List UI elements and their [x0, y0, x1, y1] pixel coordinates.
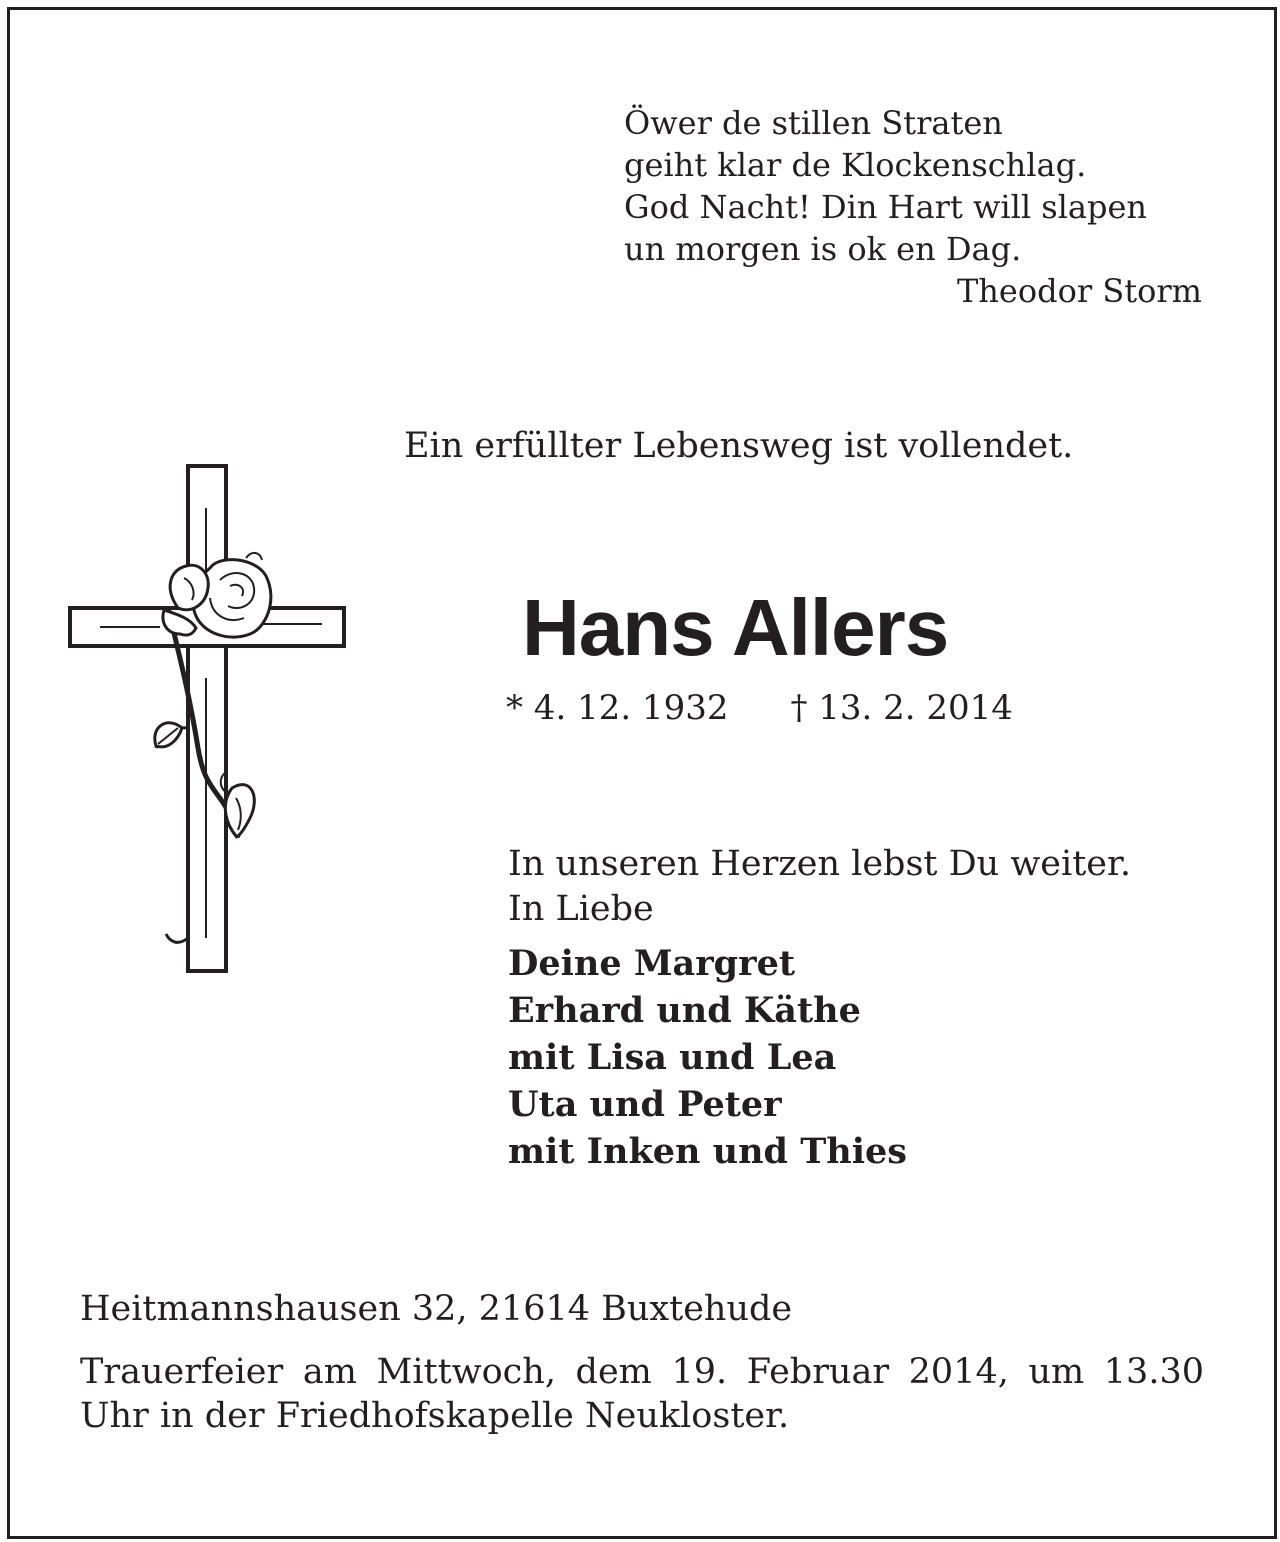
message-line: In Liebe — [508, 889, 654, 929]
address: Heitmannshausen 32, 21614 Buxtehude — [80, 1289, 793, 1329]
family-line: Uta und Peter — [508, 1084, 782, 1125]
birth-date: * 4. 12. 1932 — [506, 688, 729, 728]
family-line: mit Lisa und Lea — [508, 1037, 837, 1078]
poem-line: un morgen is ok en Dag. — [624, 230, 1022, 268]
poem-line: God Nacht! Din Hart will slapen — [624, 188, 1147, 226]
message-line: In unseren Herzen lebst Du weiter. — [508, 844, 1131, 884]
poem-line: Öwer de stillen Straten — [624, 104, 1003, 142]
death-date: † 13. 2. 2014 — [790, 688, 1013, 728]
headline: Ein erfüllter Lebensweg ist vollendet. — [404, 426, 1074, 466]
funeral-service-info: Trauerfeier am Mittwoch, dem 19. Februar 2014, um 13.30 Uhr in der Friedhofskapelle Neukloster. — [80, 1352, 1204, 1436]
family-line: Erhard und Käthe — [508, 990, 861, 1031]
family-line: mit Inken und Thies — [508, 1131, 907, 1172]
farewell-message — [508, 842, 1228, 932]
poem-block — [624, 102, 1202, 312]
deceased-name: Hans Allers — [522, 583, 949, 672]
poem-author: Theodor Storm — [956, 272, 1202, 310]
family-line: Deine Margret — [508, 943, 796, 984]
poem-line: geiht klar de Klockenschlag. — [624, 146, 1087, 184]
family-signatures — [508, 940, 1228, 1175]
cross-with-rose-icon — [60, 458, 360, 988]
life-dates — [506, 686, 1206, 730]
